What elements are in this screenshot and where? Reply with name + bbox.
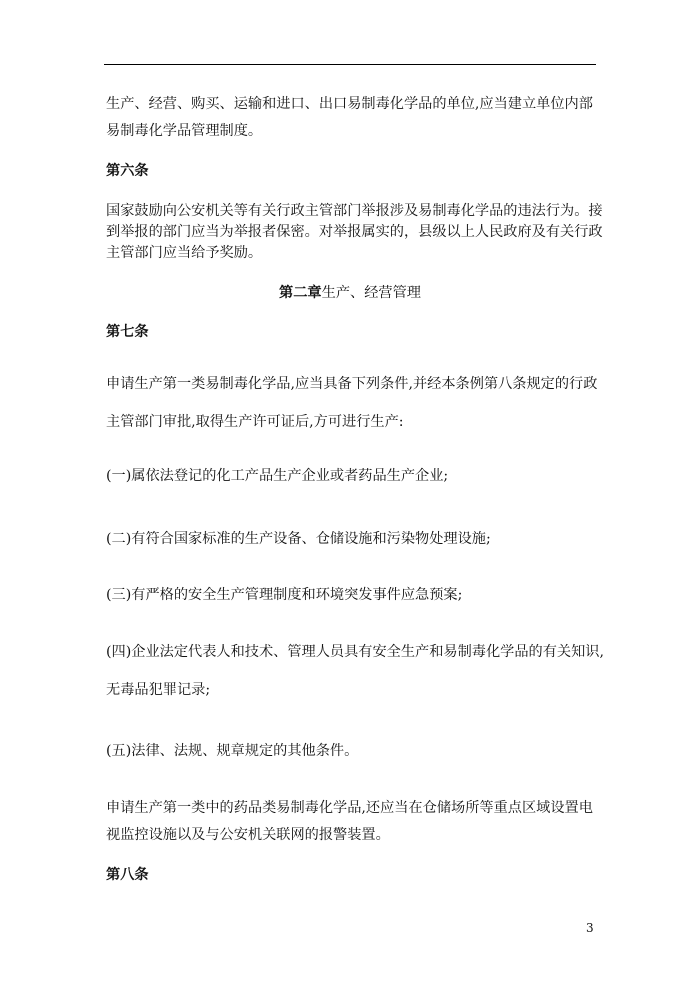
body-line: 申请生产第一类中的药品类易制毒化学品,还应当在仓储场所等重点区域设置电: [106, 800, 593, 816]
article-heading: 第六条: [106, 163, 149, 179]
article-heading: 第八条: [106, 867, 149, 883]
page-number: 3: [586, 921, 594, 935]
body-line: 主管部门审批,取得生产许可证后,方可进行生产:: [106, 414, 404, 430]
body-line: 主管部门应当给予奖励。: [106, 245, 263, 261]
body-line: 易制毒化学品管理制度。: [106, 123, 263, 139]
list-item: (一)属依法登记的化工产品生产企业或者药品生产企业;: [106, 468, 449, 484]
body-line: 视监控设施以及与公安机关联网的报警装置。: [106, 827, 390, 843]
chapter-heading: [0, 282, 700, 304]
body-line: 申请生产第一类易制毒化学品,应当具备下列条件,并经本条例第八条规定的行政: [106, 376, 598, 392]
list-item: 无毒品犯罪记录;: [106, 682, 211, 698]
list-item: (二)有符合国家标准的生产设备、仓储设施和污染物处理设施;: [106, 531, 491, 547]
body-line: 生产、经营、购买、运输和进口、出口易制毒化学品的单位,应当建立单位内部: [106, 96, 593, 112]
chapter-title: 生产、经营管理: [321, 285, 421, 301]
header-rule: [104, 64, 596, 65]
body-line: 到举报的部门应当为举报者保密。对举报属实的，县级以上人民政府及有关行政: [106, 224, 603, 240]
list-item: (三)有严格的安全生产管理制度和环境突发事件应急预案;: [106, 587, 463, 603]
article-heading: 第七条: [106, 324, 149, 340]
body-line: 国家鼓励向公安机关等有关行政主管部门举报涉及易制毒化学品的违法行为。接: [106, 203, 603, 219]
list-item: (四)企业法定代表人和技术、管理人员具有安全生产和易制毒化学品的有关知识,: [106, 644, 604, 660]
chapter-number: 第二章: [279, 285, 322, 301]
list-item: (五)法律、法规、规章规定的其他条件。: [106, 743, 359, 759]
